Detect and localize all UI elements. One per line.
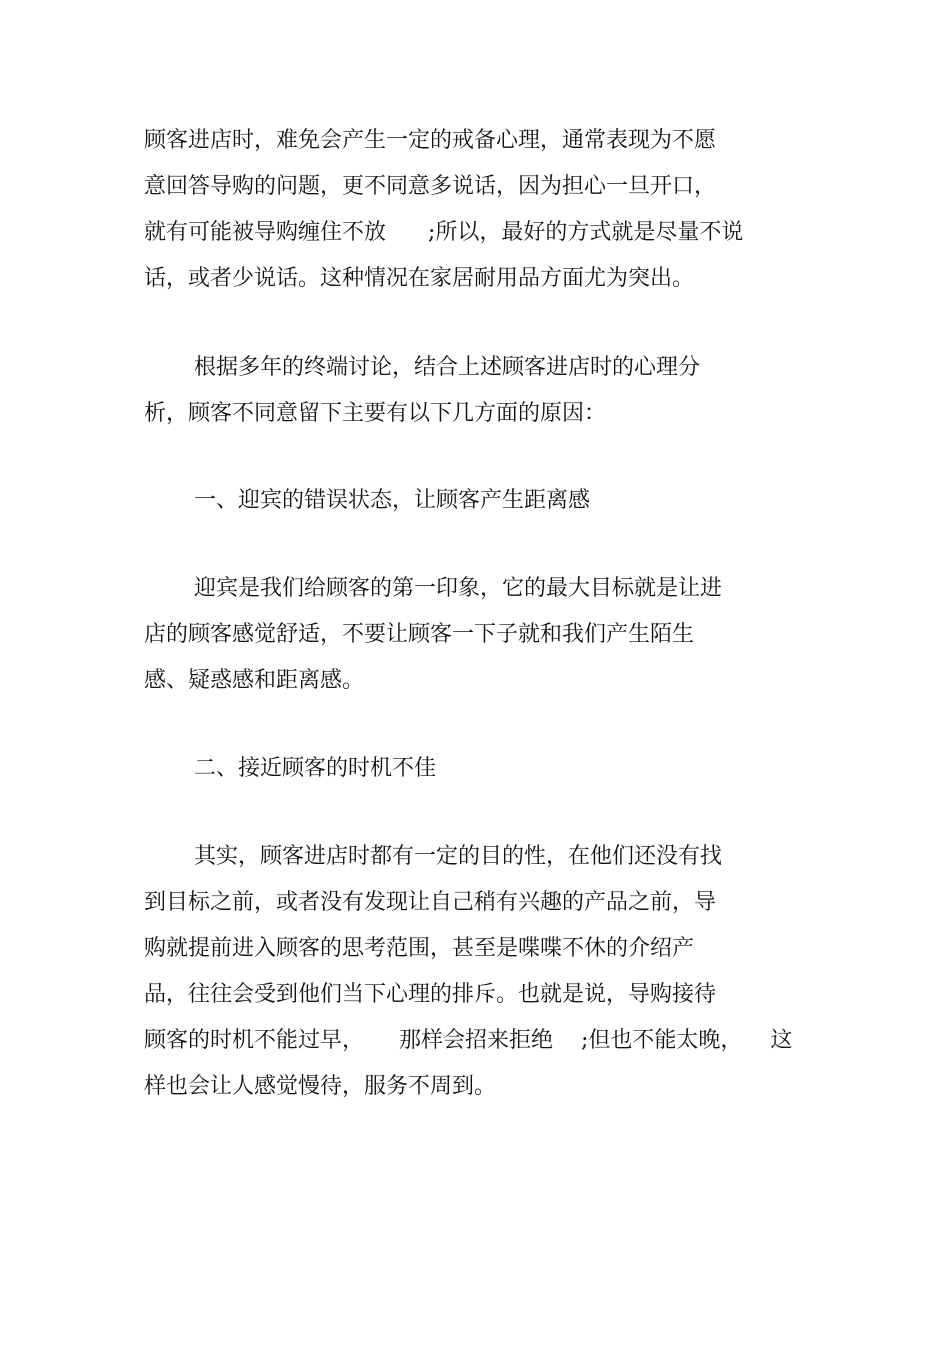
paragraph-line: 购就提前进入顾客的思考范围，甚至是喋喋不休的介绍产 bbox=[144, 936, 695, 961]
paragraph-line: 意回答导购的问题，更不同意多说话，因为担心一旦开口， bbox=[144, 174, 717, 199]
section-heading-2 bbox=[144, 746, 824, 792]
paragraph-line: 析，顾客不同意留下主要有以下几方面的原因： bbox=[144, 401, 607, 426]
paragraph-line: 顾客的时机不能过早， 那样会招来拒绝 ;但也不能太晚， 这 bbox=[144, 1028, 793, 1053]
paragraph-line: 样也会让人感觉慢待，服务不周到。 bbox=[144, 1074, 497, 1099]
paragraph-line: 顾客进店时，难免会产生一定的戒备心理，通常表现为不愿 bbox=[144, 128, 717, 153]
paragraph-line: 根据多年的终端讨论，结合上述顾客进店时的心理分 bbox=[194, 355, 701, 380]
section-heading-1 bbox=[144, 478, 824, 524]
paragraph-line: 到目标之前，或者没有发现让自己稍有兴趣的产品之前，导 bbox=[144, 890, 717, 915]
heading-line: 二、接近顾客的时机不佳 bbox=[194, 756, 437, 781]
paragraph-greeting bbox=[144, 566, 824, 704]
heading-line: 一、迎宾的错误状态，让顾客产生距离感 bbox=[194, 488, 591, 513]
paragraph-customer-wariness bbox=[144, 118, 824, 302]
paragraph-line: 感、疑惑感和距离感。 bbox=[144, 668, 365, 693]
paragraph-line: 迎宾是我们给顾客的第一印象，它的最大目标就是让进 bbox=[194, 576, 723, 601]
paragraph-line: 话，或者少说话。这种情况在家居耐用品方面尤为突出。 bbox=[144, 266, 695, 291]
paragraph-line: 其实，顾客进店时都有一定的目的性，在他们还没有找 bbox=[194, 844, 723, 869]
paragraph-line: 就有可能被导购缠住不放 ;所以，最好的方式就是尽量不说 bbox=[144, 220, 744, 245]
paragraph-line: 品，往往会受到他们当下心理的排斥。也就是说，导购接待 bbox=[144, 982, 717, 1007]
paragraph-line: 店的顾客感觉舒适，不要让顾客一下子就和我们产生陌生 bbox=[144, 622, 695, 647]
paragraph-reasons-intro bbox=[144, 345, 824, 437]
paragraph-approach-timing bbox=[144, 834, 824, 1110]
